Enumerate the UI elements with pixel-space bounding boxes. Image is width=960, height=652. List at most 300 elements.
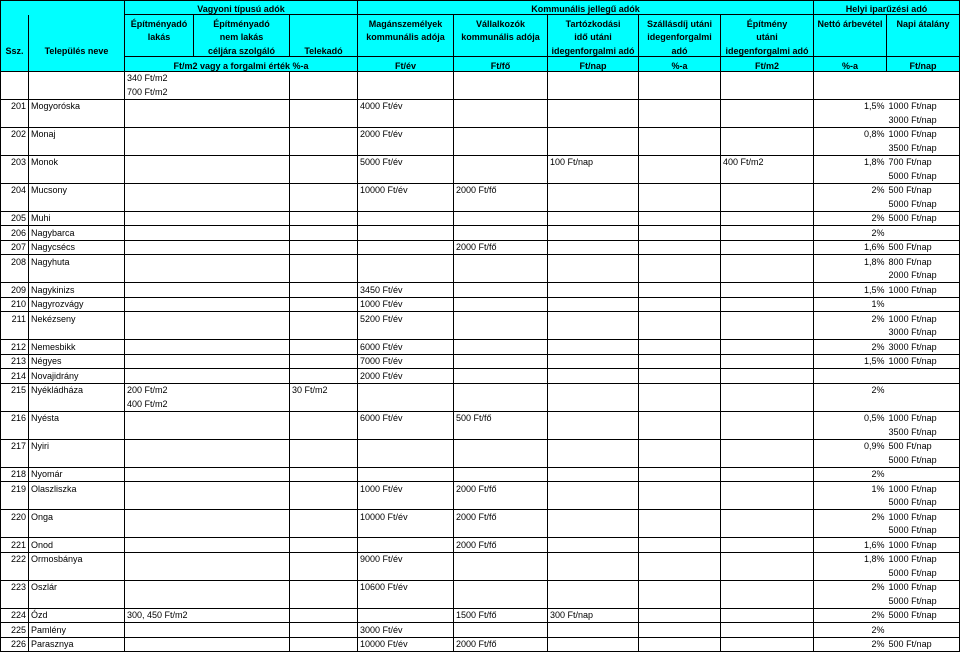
cell-value — [721, 637, 814, 652]
cell-value — [194, 113, 290, 127]
cell-value: 500 Ft/nap — [887, 183, 960, 197]
unit-szazalek-2: %-a — [814, 56, 887, 71]
cell-value — [814, 169, 887, 183]
cell-value — [814, 594, 887, 608]
cell-value — [639, 397, 721, 411]
cell-value: 6000 Ft/év — [358, 340, 454, 355]
cell-value — [639, 269, 721, 283]
cell-value: 1000 Ft/nap — [887, 580, 960, 594]
cell-value — [194, 340, 290, 355]
cell-value — [358, 524, 454, 538]
cell-value — [548, 594, 639, 608]
table-row — [1, 99, 960, 113]
cell-ssz: 217 — [1, 439, 29, 453]
table-row — [1, 397, 960, 411]
cell-value: 3000 Ft/év — [358, 623, 454, 638]
cell-value — [639, 467, 721, 482]
header-vagyoni: Vagyoni típusú adók — [125, 1, 358, 15]
cell-value — [548, 369, 639, 384]
cell-value: 1000 Ft/nap — [887, 510, 960, 524]
cell-telepules — [29, 453, 125, 467]
cell-value — [721, 340, 814, 355]
cell-value — [639, 566, 721, 580]
cell-value — [290, 240, 358, 255]
cell-ssz: 205 — [1, 211, 29, 226]
cell-value — [290, 269, 358, 283]
cell-value — [814, 113, 887, 127]
cell-value — [548, 411, 639, 425]
cell-telepules — [29, 425, 125, 439]
cell-value — [125, 169, 194, 183]
cell-value — [454, 297, 548, 312]
table-row — [1, 510, 960, 524]
cell-value — [639, 211, 721, 226]
cell-value: 1,8% — [814, 255, 887, 269]
cell-telepules: Nyékládháza — [29, 383, 125, 397]
cell-value — [454, 552, 548, 566]
cell-value — [721, 127, 814, 141]
cell-value — [721, 580, 814, 594]
cell-value — [290, 397, 358, 411]
cell-value — [454, 566, 548, 580]
cell-value — [721, 510, 814, 524]
cell-value — [125, 524, 194, 538]
cell-value — [454, 269, 548, 283]
cell-value — [194, 623, 290, 638]
cell-value — [454, 99, 548, 113]
cell-value — [454, 85, 548, 99]
cell-value: 340 Ft/m2 — [125, 71, 194, 85]
cell-value — [454, 580, 548, 594]
unit-szazalek: %-a — [639, 56, 721, 71]
cell-value — [639, 113, 721, 127]
cell-value — [125, 538, 194, 553]
cell-value — [358, 240, 454, 255]
cell-ssz: 201 — [1, 99, 29, 113]
header-helyi: Helyi iparűzési adó — [814, 1, 960, 15]
cell-value: 2000 Ft/fő — [454, 510, 548, 524]
cell-value: 5000 Ft/nap — [887, 524, 960, 538]
cell-value: 700 Ft/m2 — [125, 85, 194, 99]
cell-value — [290, 211, 358, 226]
cell-value — [194, 283, 290, 298]
cell-value — [194, 326, 290, 340]
table-row — [1, 467, 960, 482]
header-napi: Napi átalány — [887, 15, 960, 29]
header-szallasdij-1: Szállásdíj utáni — [639, 15, 721, 29]
cell-value: 0,8% — [814, 127, 887, 141]
cell-value — [639, 283, 721, 298]
cell-ssz — [1, 169, 29, 183]
cell-ssz: 223 — [1, 580, 29, 594]
cell-telepules: Nagykinizs — [29, 283, 125, 298]
cell-value: 3000 Ft/nap — [887, 113, 960, 127]
cell-value — [548, 141, 639, 155]
cell-ssz — [1, 269, 29, 283]
cell-value — [887, 397, 960, 411]
cell-value — [454, 211, 548, 226]
cell-value: 10600 Ft/év — [358, 580, 454, 594]
table-row — [1, 496, 960, 510]
cell-value — [194, 297, 290, 312]
cell-value — [548, 99, 639, 113]
cell-value: 5000 Ft/nap — [887, 211, 960, 226]
table-row — [1, 566, 960, 580]
cell-value — [548, 127, 639, 141]
cell-value — [454, 467, 548, 482]
cell-value — [194, 183, 290, 197]
cell-value — [290, 524, 358, 538]
cell-telepules — [29, 524, 125, 538]
cell-value — [290, 197, 358, 211]
cell-value — [454, 623, 548, 638]
cell-value: 2% — [814, 580, 887, 594]
cell-value — [454, 594, 548, 608]
cell-value — [358, 383, 454, 397]
cell-value — [125, 141, 194, 155]
cell-value — [358, 197, 454, 211]
cell-value — [125, 594, 194, 608]
header-netto: Nettó árbevétel — [814, 15, 887, 29]
cell-value — [814, 71, 887, 85]
header-epitmeny-3: idegenforgalmi adó — [721, 42, 814, 56]
cell-value — [125, 155, 194, 169]
table-body — [1, 71, 960, 652]
cell-value: 5000 Ft/nap — [887, 453, 960, 467]
cell-ssz — [1, 141, 29, 155]
cell-telepules — [29, 397, 125, 411]
cell-telepules: Oszlár — [29, 580, 125, 594]
cell-telepules — [29, 269, 125, 283]
cell-value — [194, 566, 290, 580]
cell-value — [290, 183, 358, 197]
header-telekado: Telekadó — [290, 15, 358, 57]
cell-value: 2000 Ft/nap — [887, 269, 960, 283]
cell-value — [548, 183, 639, 197]
cell-value — [639, 155, 721, 169]
cell-value: 1,5% — [814, 99, 887, 113]
cell-value: 1000 Ft/nap — [887, 127, 960, 141]
cell-value — [290, 155, 358, 169]
cell-ssz: 207 — [1, 240, 29, 255]
cell-value — [290, 169, 358, 183]
header-epitmenyado-lakas-2: lakás — [125, 29, 194, 43]
cell-ssz — [1, 71, 29, 85]
cell-value — [548, 538, 639, 553]
cell-value: 1500 Ft/fő — [454, 608, 548, 623]
cell-value: 1000 Ft/év — [358, 482, 454, 496]
cell-value — [639, 183, 721, 197]
unit-ftnap-2: Ft/nap — [887, 56, 960, 71]
table-row — [1, 113, 960, 127]
cell-value — [814, 197, 887, 211]
cell-value — [639, 383, 721, 397]
cell-value — [290, 594, 358, 608]
cell-value: 700 Ft/nap — [887, 155, 960, 169]
cell-value — [639, 594, 721, 608]
cell-value: 1000 Ft/év — [358, 297, 454, 312]
cell-value — [548, 226, 639, 241]
cell-value: 2000 Ft/fő — [454, 637, 548, 652]
cell-value: 1,8% — [814, 155, 887, 169]
cell-value: 1000 Ft/nap — [887, 482, 960, 496]
cell-value — [194, 155, 290, 169]
unit-ftfo: Ft/fő — [454, 56, 548, 71]
cell-value — [358, 608, 454, 623]
table-row — [1, 425, 960, 439]
cell-value: 3450 Ft/év — [358, 283, 454, 298]
cell-value — [454, 354, 548, 369]
cell-value — [194, 467, 290, 482]
cell-telepules — [29, 169, 125, 183]
cell-value — [290, 580, 358, 594]
cell-value — [194, 524, 290, 538]
cell-value — [290, 71, 358, 85]
cell-telepules: Mogyoróska — [29, 99, 125, 113]
header-magan-2: kommunális adója — [358, 29, 454, 43]
cell-ssz — [1, 85, 29, 99]
cell-value — [290, 85, 358, 99]
cell-value: 1000 Ft/nap — [887, 552, 960, 566]
cell-ssz: 213 — [1, 354, 29, 369]
header-vallalkozok-2: kommunális adója — [454, 29, 548, 43]
cell-value — [721, 255, 814, 269]
cell-ssz: 208 — [1, 255, 29, 269]
cell-value — [194, 510, 290, 524]
cell-telepules: Nagyhuta — [29, 255, 125, 269]
cell-value: 9000 Ft/év — [358, 552, 454, 566]
cell-value — [639, 340, 721, 355]
cell-value — [639, 169, 721, 183]
cell-value: 500 Ft/fő — [454, 411, 548, 425]
cell-value — [639, 226, 721, 241]
table-row — [1, 226, 960, 241]
cell-value — [358, 141, 454, 155]
header-epitmenyado-nemlakas-1: Építményadó — [194, 15, 290, 29]
cell-value — [548, 453, 639, 467]
table-row — [1, 211, 960, 226]
cell-value — [454, 312, 548, 326]
cell-value: 5200 Ft/év — [358, 312, 454, 326]
cell-telepules: Nagybarca — [29, 226, 125, 241]
cell-value — [194, 127, 290, 141]
cell-value — [721, 183, 814, 197]
cell-value — [887, 226, 960, 241]
cell-value — [639, 524, 721, 538]
cell-value: 2000 Ft/év — [358, 369, 454, 384]
cell-value — [290, 623, 358, 638]
cell-telepules: Mucsony — [29, 183, 125, 197]
header-szallasdij-3: adó — [639, 42, 721, 56]
cell-value: 5000 Ft/nap — [887, 566, 960, 580]
cell-ssz: 214 — [1, 369, 29, 384]
unit-ftev: Ft/év — [358, 56, 454, 71]
cell-value: 3000 Ft/nap — [887, 326, 960, 340]
cell-value — [125, 510, 194, 524]
cell-value — [721, 211, 814, 226]
cell-value: 5000 Ft/nap — [887, 197, 960, 211]
cell-ssz — [1, 496, 29, 510]
cell-value: 100 Ft/nap — [548, 155, 639, 169]
cell-value — [721, 425, 814, 439]
cell-value — [290, 566, 358, 580]
table-row — [1, 354, 960, 369]
cell-value — [194, 85, 290, 99]
cell-value — [548, 524, 639, 538]
cell-ssz — [1, 397, 29, 411]
cell-value: 1000 Ft/nap — [887, 312, 960, 326]
cell-ssz: 222 — [1, 552, 29, 566]
cell-value — [454, 369, 548, 384]
cell-value — [639, 453, 721, 467]
cell-value — [721, 566, 814, 580]
cell-value — [194, 637, 290, 652]
cell-value: 0,9% — [814, 439, 887, 453]
cell-value: 10000 Ft/év — [358, 637, 454, 652]
cell-value — [639, 354, 721, 369]
cell-ssz — [1, 594, 29, 608]
header-magan-1: Magánszemélyek — [358, 15, 454, 29]
table-row — [1, 155, 960, 169]
cell-value — [639, 197, 721, 211]
cell-value — [548, 113, 639, 127]
cell-value: 6000 Ft/év — [358, 411, 454, 425]
cell-ssz: 215 — [1, 383, 29, 397]
cell-value — [639, 71, 721, 85]
table-row — [1, 637, 960, 652]
table-row — [1, 169, 960, 183]
cell-value — [548, 637, 639, 652]
cell-value — [454, 439, 548, 453]
cell-value — [814, 326, 887, 340]
cell-value — [290, 354, 358, 369]
header-epitmeny-2: utáni — [721, 29, 814, 43]
cell-value: 1000 Ft/nap — [887, 354, 960, 369]
cell-value — [639, 127, 721, 141]
cell-ssz — [1, 326, 29, 340]
cell-value — [358, 439, 454, 453]
cell-value — [639, 510, 721, 524]
cell-value — [125, 240, 194, 255]
cell-telepules: Monok — [29, 155, 125, 169]
cell-value — [721, 496, 814, 510]
cell-telepules: Onod — [29, 538, 125, 553]
cell-telepules: Parasznya — [29, 637, 125, 652]
cell-value — [548, 552, 639, 566]
cell-value — [721, 369, 814, 384]
table-row — [1, 297, 960, 312]
cell-ssz — [1, 113, 29, 127]
cell-value — [358, 269, 454, 283]
cell-value — [639, 425, 721, 439]
cell-telepules: Onga — [29, 510, 125, 524]
cell-value: 300 Ft/nap — [548, 608, 639, 623]
cell-telepules — [29, 566, 125, 580]
cell-value: 400 Ft/m2 — [721, 155, 814, 169]
cell-value — [639, 538, 721, 553]
cell-value — [548, 240, 639, 255]
cell-ssz — [1, 425, 29, 439]
cell-value: 800 Ft/nap — [887, 255, 960, 269]
cell-value — [639, 99, 721, 113]
cell-ssz: 203 — [1, 155, 29, 169]
cell-value — [290, 510, 358, 524]
cell-value — [548, 467, 639, 482]
cell-value — [290, 538, 358, 553]
cell-value — [358, 113, 454, 127]
cell-ssz: 212 — [1, 340, 29, 355]
cell-telepules: Novajidrány — [29, 369, 125, 384]
cell-value — [639, 608, 721, 623]
cell-value — [194, 453, 290, 467]
cell-value — [548, 496, 639, 510]
cell-value — [548, 297, 639, 312]
cell-value — [721, 411, 814, 425]
cell-telepules — [29, 71, 125, 85]
cell-value: 2000 Ft/fő — [454, 183, 548, 197]
table-row — [1, 255, 960, 269]
cell-value — [721, 608, 814, 623]
cell-telepules: Olaszliszka — [29, 482, 125, 496]
cell-value — [454, 496, 548, 510]
cell-telepules — [29, 326, 125, 340]
cell-value — [194, 99, 290, 113]
cell-telepules: Nagyrozvágy — [29, 297, 125, 312]
cell-value — [639, 482, 721, 496]
cell-ssz: 226 — [1, 637, 29, 652]
cell-value: 1000 Ft/nap — [887, 411, 960, 425]
cell-value — [194, 369, 290, 384]
cell-value — [548, 85, 639, 99]
cell-value — [721, 85, 814, 99]
cell-value — [358, 496, 454, 510]
cell-ssz — [1, 524, 29, 538]
cell-value — [125, 183, 194, 197]
cell-ssz: 221 — [1, 538, 29, 553]
cell-value — [454, 524, 548, 538]
cell-ssz: 210 — [1, 297, 29, 312]
cell-value — [721, 623, 814, 638]
cell-value — [125, 312, 194, 326]
table-row — [1, 608, 960, 623]
cell-ssz: 209 — [1, 283, 29, 298]
header-tartozkodasi-3: idegenforgalmi adó — [548, 42, 639, 56]
table-row — [1, 340, 960, 355]
cell-value — [290, 226, 358, 241]
header-tartozkodasi-1: Tartózkodási — [548, 15, 639, 29]
cell-value — [548, 269, 639, 283]
cell-value — [125, 552, 194, 566]
cell-value: 200 Ft/m2 — [125, 383, 194, 397]
cell-value — [639, 623, 721, 638]
cell-value — [454, 169, 548, 183]
cell-ssz: 224 — [1, 608, 29, 623]
cell-telepules: Pamlény — [29, 623, 125, 638]
cell-telepules: Ormosbánya — [29, 552, 125, 566]
cell-value: 7000 Ft/év — [358, 354, 454, 369]
cell-value — [548, 566, 639, 580]
cell-telepules — [29, 141, 125, 155]
cell-value — [194, 425, 290, 439]
header-kommunalis: Kommunális jellegű adók — [358, 1, 814, 15]
cell-value — [194, 594, 290, 608]
cell-value — [290, 297, 358, 312]
cell-value: 3500 Ft/nap — [887, 425, 960, 439]
cell-value: 2% — [814, 623, 887, 638]
cell-value: 2% — [814, 226, 887, 241]
cell-value — [814, 369, 887, 384]
cell-value — [639, 297, 721, 312]
